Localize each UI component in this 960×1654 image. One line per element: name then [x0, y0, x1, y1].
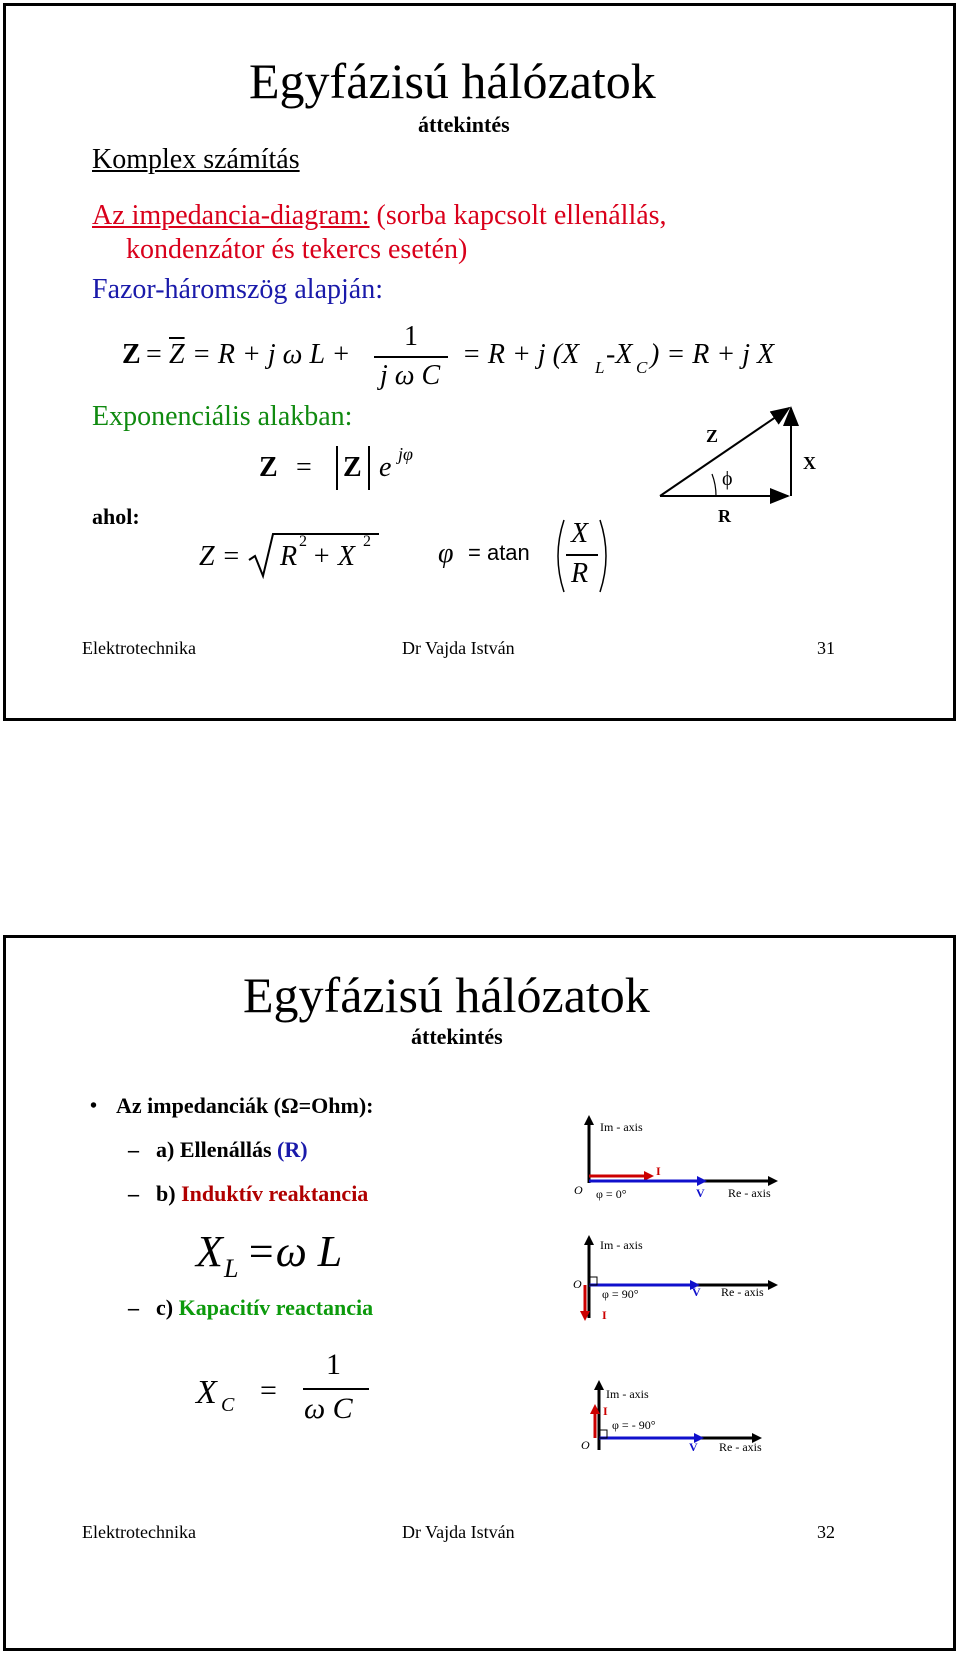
eq1-sub-c: C [636, 358, 648, 377]
eq1-part2: = R + j (X [462, 339, 580, 370]
slide-subtitle: áttekintés [411, 1024, 503, 1049]
eq3-plus-x: + X [312, 541, 355, 572]
dash-b: – [128, 1181, 139, 1206]
eq4-atan: = atan [468, 540, 530, 565]
eq1-frac-line [374, 356, 448, 358]
triangle-angle-arc [712, 474, 716, 496]
xl-x: X [196, 1227, 223, 1276]
re-axis-label: Re - axis [721, 1285, 764, 1299]
eq1-part3: ) = R + j X [650, 339, 775, 370]
triangle-r-label: R [718, 506, 731, 526]
eq1-z-complex: $\overline{Z}$ [169, 339, 185, 370]
triangle-x-label: X [803, 453, 816, 473]
item-c-label: c) [156, 1295, 174, 1320]
impedance-heading: Az impedancia-diagram: [92, 200, 370, 231]
dash-a: – [128, 1137, 139, 1162]
origin-label: O [573, 1277, 582, 1291]
dash-c: – [128, 1295, 139, 1320]
item-a [156, 1137, 308, 1163]
triangle-z-label: Z [706, 426, 719, 446]
where-label: ahol: [92, 504, 140, 529]
phi-label: φ = - 90° [612, 1418, 656, 1432]
eq2-e: e [379, 452, 392, 483]
phi-label: φ = 90° [602, 1287, 639, 1301]
eq1-sub-l: L [595, 358, 605, 377]
impedance-desc-1: (sorba kapcsolt ellenállás, [376, 200, 667, 231]
eq2-abs-right [368, 446, 370, 490]
exponential-heading: Exponenciális alakban: [92, 401, 353, 432]
voltage-label: V [696, 1186, 705, 1200]
item-b-label: b) [156, 1181, 176, 1206]
item-a-label: a) Ellenállás [156, 1137, 272, 1162]
phasor-heading: Fazor-háromszög alapján: [92, 274, 383, 305]
xl-rest: =ω L [246, 1227, 343, 1276]
xc-frac-line [303, 1388, 369, 1390]
xc-x: X [196, 1374, 217, 1411]
eq2-abs-left [336, 446, 338, 490]
eq3-r: R [280, 541, 298, 572]
eq2-exponent: jφ [398, 444, 413, 464]
im-axis-label: Im - axis [600, 1238, 643, 1252]
slide-title: Egyfázisú hálózatok [249, 53, 656, 109]
voltage-label: V [692, 1285, 701, 1299]
footer-left: Elektrotechnika [82, 638, 196, 658]
phi-label: φ = 0° [596, 1187, 627, 1201]
slide-32 [3, 935, 956, 1651]
eq1-dash: -X [606, 339, 633, 370]
eq4-den: R [571, 558, 589, 589]
page-number: 31 [817, 638, 835, 658]
current-label: I [603, 1404, 608, 1418]
slide-title: Egyfázisú hálózatok [243, 967, 650, 1023]
eq1-part1: = R + j ω L + [192, 339, 351, 370]
eq4-phi: φ [438, 538, 454, 569]
slide-31 [3, 3, 956, 721]
current-label: I [656, 1164, 661, 1178]
footer-left: Elektrotechnika [82, 1522, 196, 1542]
xc-den: ω C [304, 1392, 353, 1425]
xc-eq: = [260, 1374, 277, 1407]
eq2-eq: = [296, 452, 312, 483]
eq2-z: Z [259, 452, 278, 483]
eq2-zabs: Z [343, 452, 362, 483]
item-c [156, 1295, 373, 1321]
section-heading: Komplex számítás [92, 144, 300, 175]
eq3-sq-2: 2 [363, 533, 371, 550]
eq1-eq: = [146, 339, 162, 370]
xc-sub: C [221, 1394, 235, 1416]
eq4-frac-line [566, 554, 598, 556]
eq1-frac-den: j ω C [380, 360, 441, 391]
re-axis-label: Re - axis [728, 1186, 771, 1200]
item-b [156, 1181, 368, 1207]
im-axis-label: Im - axis [606, 1387, 649, 1401]
item-a-symbol: (R) [277, 1137, 308, 1162]
bullet-impedances: Az impedanciák (Ω=Ohm): [116, 1093, 374, 1118]
re-axis-label: Re - axis [719, 1440, 762, 1454]
xc-num: 1 [326, 1348, 341, 1381]
item-b-colored: Induktív reaktancia [181, 1181, 369, 1206]
xl-sub: L [224, 1254, 239, 1283]
eq1-frac-num: 1 [404, 321, 418, 352]
eq3-lhs: Z = [199, 541, 241, 572]
impedance-diagram-line [92, 200, 667, 232]
eq3-sq-1: 2 [299, 533, 307, 550]
eq1-z-bold: Z [122, 339, 141, 370]
bullet-symbol: • [90, 1095, 98, 1117]
footer-center: Dr Vajda István [402, 638, 515, 658]
eq4-num: X [571, 518, 589, 549]
current-label: I [602, 1308, 607, 1322]
footer-center: Dr Vajda István [402, 1522, 515, 1542]
origin-label: O [581, 1438, 590, 1452]
slide-subtitle: áttekintés [418, 112, 510, 137]
page-number: 32 [817, 1522, 835, 1542]
voltage-label: V [689, 1440, 698, 1454]
im-axis-label: Im - axis [600, 1120, 643, 1134]
origin-label: O [574, 1183, 583, 1197]
item-c-colored: Kapacitív reactancia [178, 1295, 374, 1320]
triangle-phi-label: ϕ [722, 468, 733, 490]
impedance-desc-2: kondenzátor és tekercs esetén) [126, 234, 468, 265]
